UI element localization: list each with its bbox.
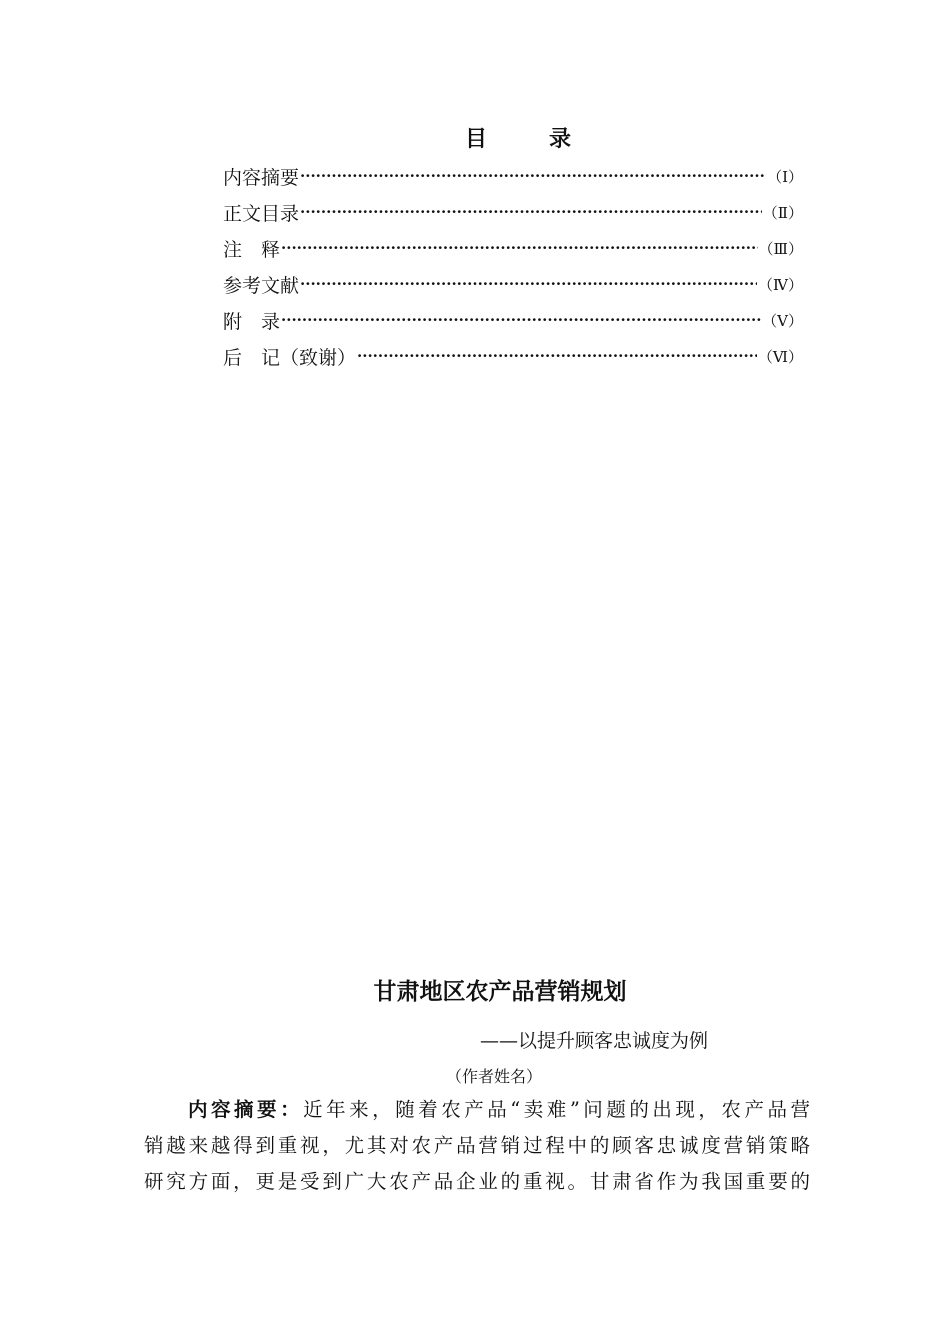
toc-entry-contents[interactable] xyxy=(223,194,803,230)
toc-entry-page: （Ⅲ） xyxy=(758,239,803,258)
toc-leader-dots xyxy=(300,205,762,220)
article-subtitle: ——以提升顾客忠诚度为例 xyxy=(480,1030,709,1052)
article-title: 甘肃地区农产品营销规划 xyxy=(373,979,627,1005)
abstract-text: 近年来，随着农产品“卖难”问题的出现，农产品营 xyxy=(303,1098,810,1121)
toc-entry-page: （Ⅴ） xyxy=(762,311,803,330)
toc-title-char-1: 目 xyxy=(464,127,487,152)
toc-leader-dots xyxy=(281,241,758,256)
article-author: （作者姓名） xyxy=(446,1067,543,1086)
toc-entry-page: （Ⅵ） xyxy=(757,347,803,366)
toc-entry-label: 后 记（致谢） xyxy=(223,346,357,369)
abstract-line xyxy=(144,1092,810,1128)
toc-entry-abstract[interactable] xyxy=(223,158,803,194)
toc-title xyxy=(0,122,950,153)
toc-entry-references[interactable] xyxy=(223,266,803,302)
toc-leader-dots xyxy=(300,169,766,184)
toc-entry-label: 内容摘要 xyxy=(223,166,300,189)
toc-entry-page: （Ⅳ） xyxy=(758,275,803,294)
toc-title-char-2: 录 xyxy=(549,127,572,152)
toc-leader-dots xyxy=(281,313,761,328)
abstract-line: 研究方面，更是受到广大农产品企业的重视。甘肃省作为我国重要的 xyxy=(144,1170,810,1193)
abstract-line: 销越来越得到重视，尤其对农产品营销过程中的顾客忠诚度营销策略 xyxy=(144,1134,810,1157)
toc-entry-page: （Ⅱ） xyxy=(762,203,803,222)
abstract-paragraph xyxy=(144,1092,810,1200)
toc-entry-label: 注 释 xyxy=(223,238,281,261)
table-of-contents xyxy=(223,158,803,374)
toc-entry-postscript[interactable] xyxy=(223,338,803,374)
toc-entry-page: （Ⅰ） xyxy=(767,167,803,186)
toc-entry-notes[interactable] xyxy=(223,230,803,266)
toc-leader-dots xyxy=(300,277,757,292)
toc-entry-label: 正文目录 xyxy=(223,202,300,225)
toc-entry-label: 附 录 xyxy=(223,310,281,333)
toc-entry-label: 参考文献 xyxy=(223,274,300,297)
toc-leader-dots xyxy=(357,349,757,364)
toc-entry-appendix[interactable] xyxy=(223,302,803,338)
abstract-label: 内容摘要： xyxy=(188,1098,304,1121)
